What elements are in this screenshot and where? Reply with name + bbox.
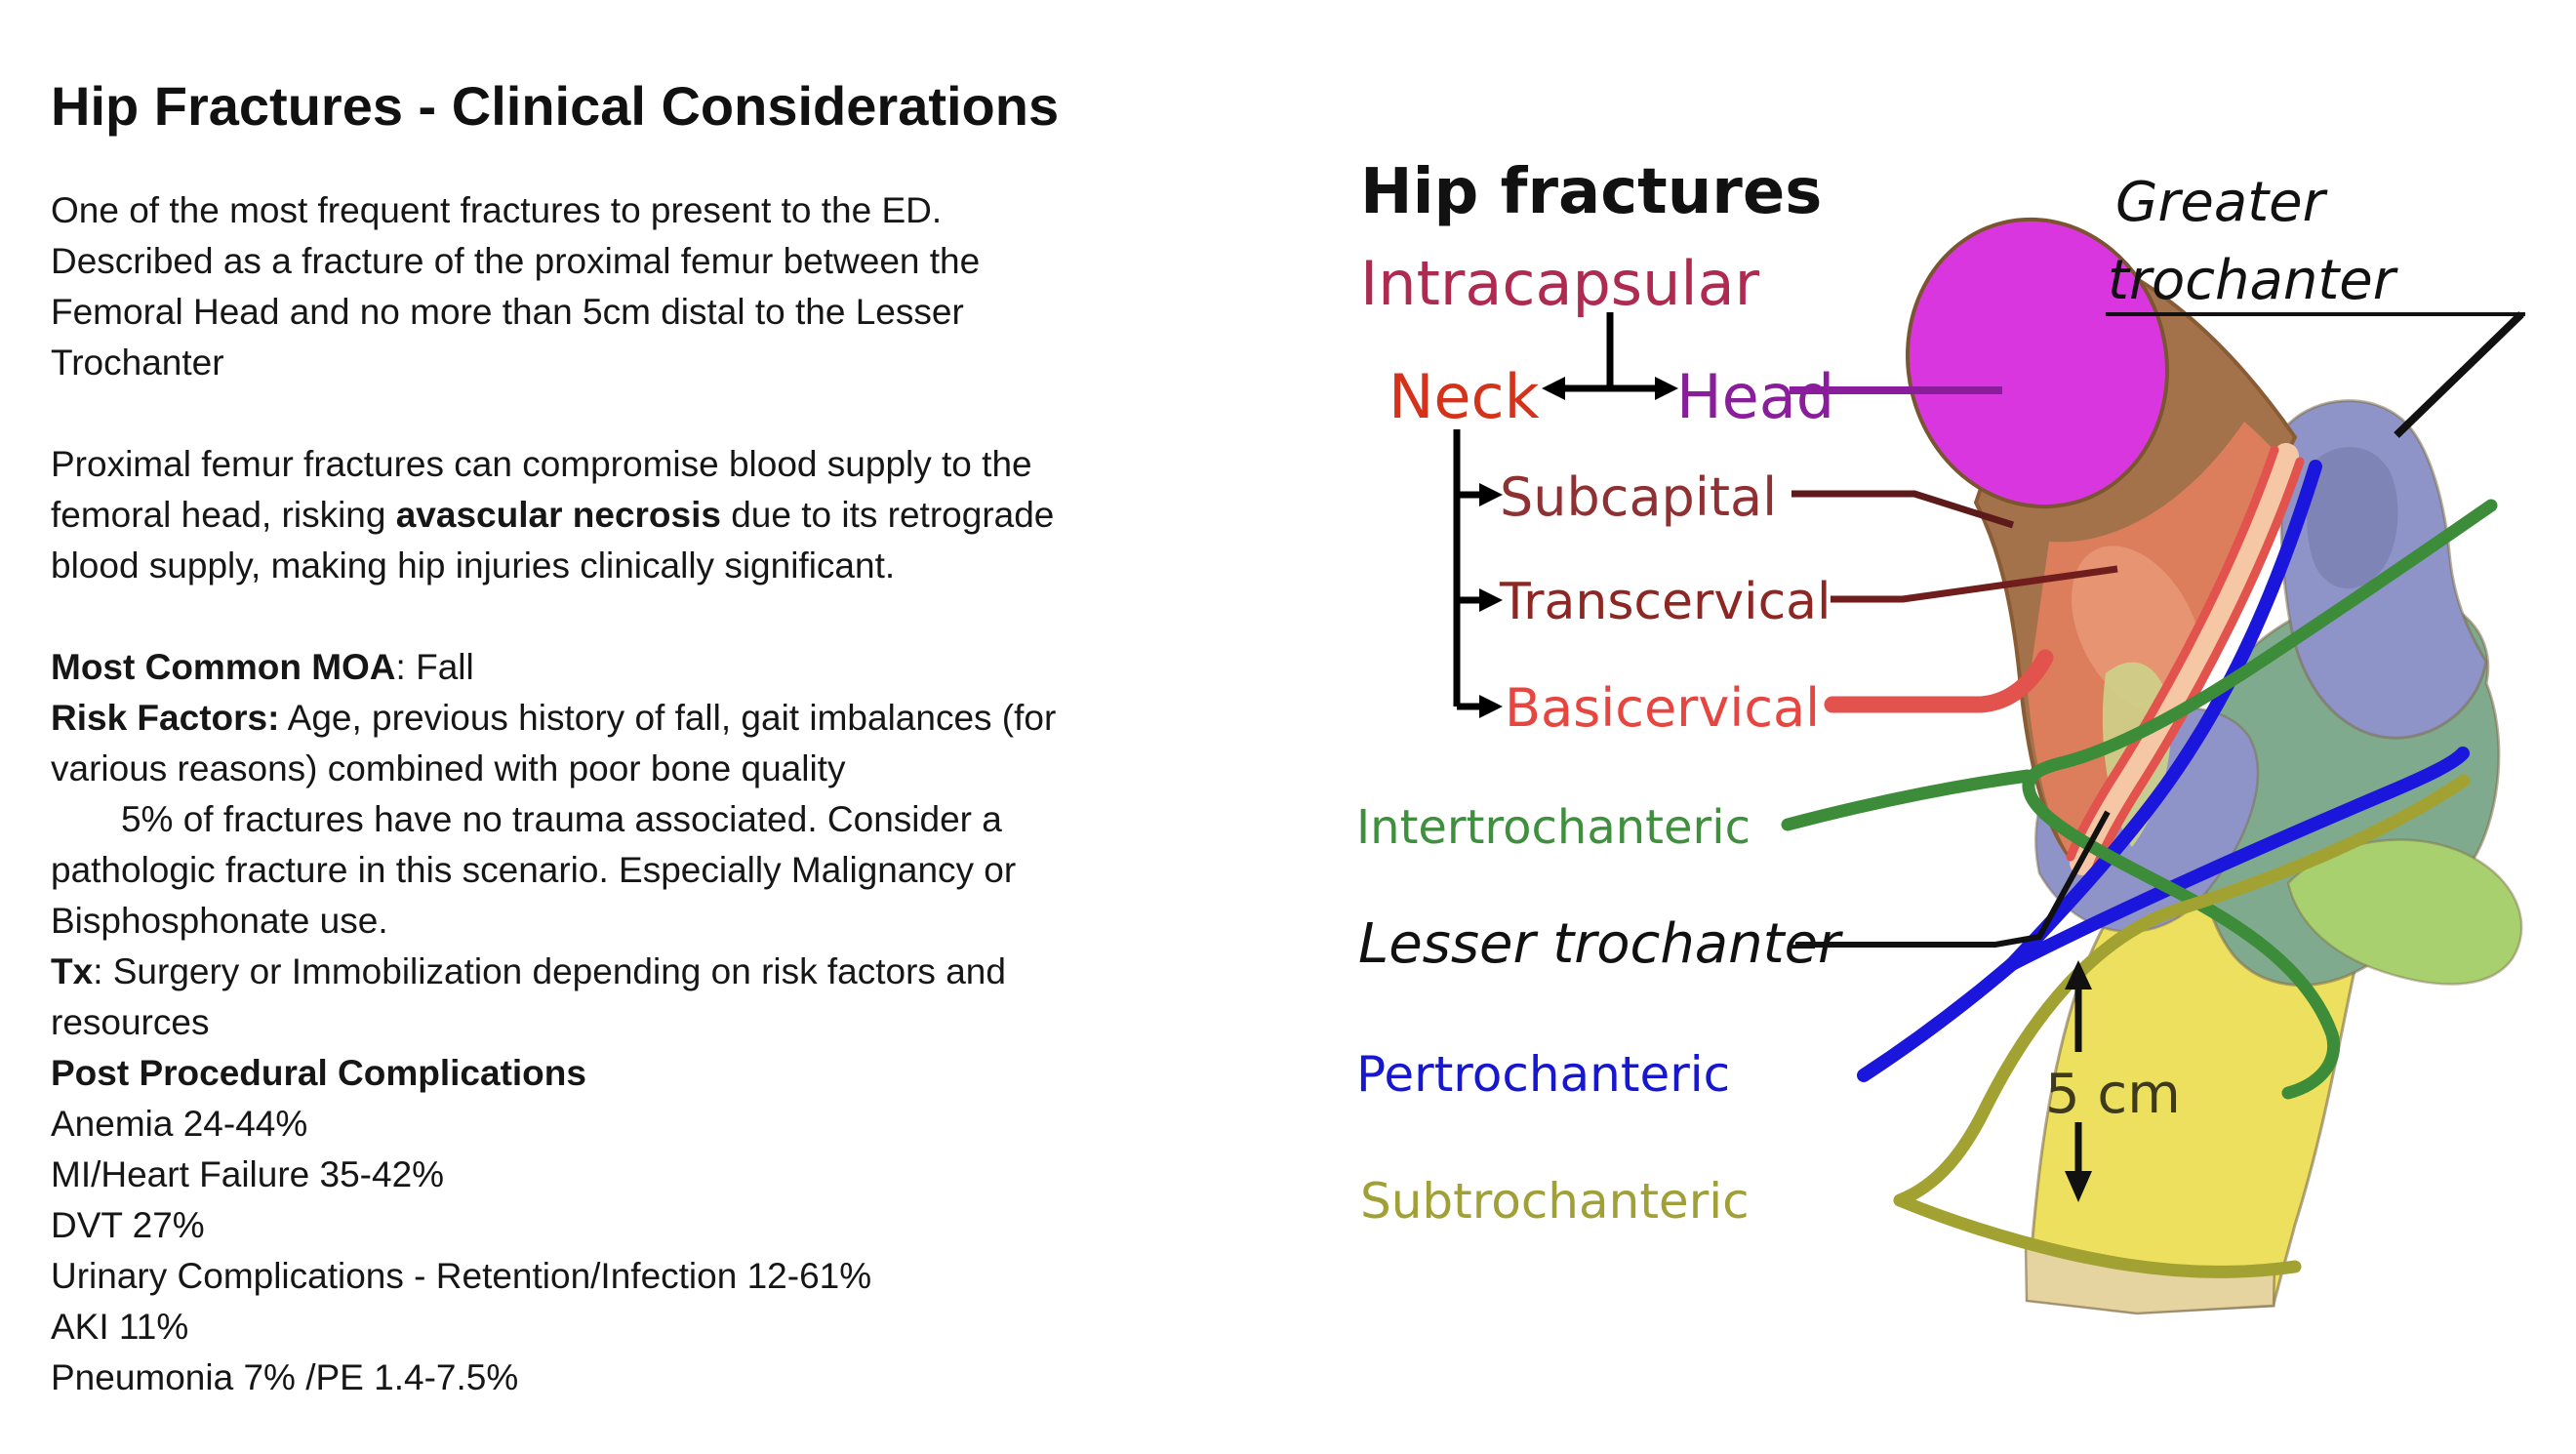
label-neck: Neck bbox=[1389, 361, 1540, 432]
greater-trochanter-pointer bbox=[2396, 314, 2521, 435]
page-title: Hip Fractures - Clinical Considerations bbox=[51, 75, 1060, 137]
label-intracapsular: Intracapsular bbox=[1360, 248, 1760, 319]
hip-fracture-figure bbox=[1356, 0, 2576, 1449]
hip-fracture-diagram bbox=[1356, 0, 2576, 1449]
label-greater-trochanter-2: trochanter bbox=[2108, 249, 2395, 312]
intertrochanteric-label-line bbox=[1788, 776, 2028, 825]
arrow-left-icon bbox=[1542, 377, 1565, 400]
label-subcapital: Subcapital bbox=[1500, 466, 1778, 528]
diagram-title: Hip fractures bbox=[1360, 156, 1823, 228]
clinical-notes-text: One of the most frequent fractures to present to the ED. Described as a fracture of the proximal femur between the Femoral Head and no more than 5cm distal to the Lesser Trochanter Proximal femur fractures can compromise blood supply to the femoral head, risking avascular necrosis due to its retrograde blood supply, making hip injuries clinically significant. Most Common MOA: Fall Risk Factors: Age, previous history of fall, gait imbalances (for various reasons) combined with poor bone quality 5% of fractures have no trauma associated. Consider a pathologic fracture in this scenario. Especially Malignancy or Bisphosphonate use. Tx: Surgery or Immobilization depending on risk factors and resources Post Procedural Complications Anemia 24-44% MI/Heart Failure 35-42% DVT 27% Urinary Complications - Retention/Infection 12-61% AKI 11% Pneumonia 7% /PE 1.4-7.5% bbox=[51, 190, 1057, 1397]
label-greater-trochanter-1: Greater bbox=[2115, 171, 2325, 234]
label-pertrochanteric: Pertrochanteric bbox=[1356, 1046, 1731, 1103]
arrow-right-icon bbox=[1655, 377, 1678, 400]
arrow-right-icon bbox=[1479, 695, 1503, 718]
pertrochanteric-label-line bbox=[1864, 964, 2012, 1075]
label-scale-5cm: 5 cm bbox=[2045, 1063, 2181, 1126]
label-transcervical: Transcervical bbox=[1500, 573, 1831, 631]
basicervical-label-line bbox=[1832, 658, 2045, 705]
label-basicervical: Basicervical bbox=[1505, 677, 1821, 739]
neck-bracket bbox=[1457, 429, 1485, 707]
clinical-notes-panel bbox=[51, 0, 1329, 1449]
label-subtrochanteric: Subtrochanteric bbox=[1360, 1173, 1750, 1230]
intracapsular-tree-stem bbox=[1557, 312, 1663, 388]
label-intertrochanteric: Intertrochanteric bbox=[1356, 800, 1751, 855]
femur-illustration bbox=[1877, 191, 2521, 1313]
label-head: Head bbox=[1676, 361, 1835, 432]
label-lesser-trochanter: Lesser trochanter bbox=[1358, 912, 1841, 976]
greater-trochanter-region bbox=[2281, 401, 2486, 739]
